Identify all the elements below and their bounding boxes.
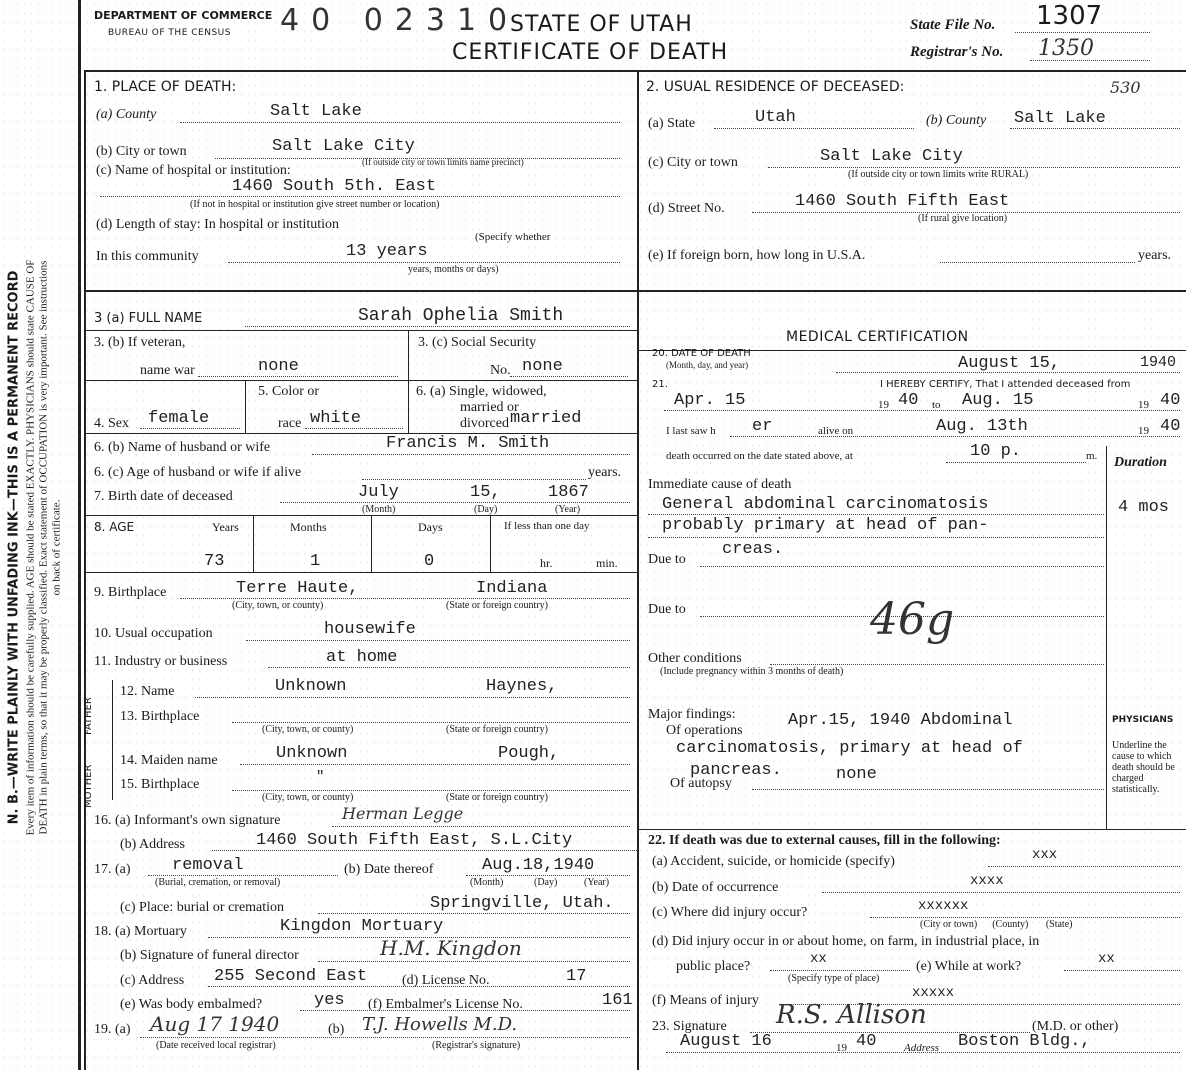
- spouse-age-label: 6. (c) Age of husband or wife if alive: [94, 465, 302, 480]
- signature-date: August 16: [680, 1032, 772, 1051]
- embalmed-value: yes: [314, 991, 345, 1010]
- pod-hospital-note2: (If not in hospital or institution give street number or location): [190, 199, 440, 210]
- place-of-death-heading: 1. PLACE OF DEATH:: [94, 79, 237, 95]
- margin-line-4: on back of certificate.: [50, 499, 63, 596]
- signature-address: Boston Bldg.,: [958, 1032, 1091, 1051]
- mother-bp-label: 15. Birthplace: [120, 777, 200, 792]
- father-bp-state-cap: (State or foreign country): [446, 724, 548, 735]
- autopsy-value: none: [836, 765, 877, 784]
- physicians-note: Underline the cause to which death should be charged statistically.: [1112, 740, 1175, 795]
- residence-note: 530: [1110, 78, 1141, 97]
- occurred-value: 10 p.: [970, 442, 1022, 461]
- last-saw-value: Aug. 13th: [936, 417, 1028, 436]
- dod-value: August 15,: [958, 354, 1061, 373]
- certify-num: 21.: [652, 379, 668, 390]
- line-under-name: [84, 330, 637, 331]
- public-cap: (Specify type of place): [788, 973, 880, 984]
- where-value: xxxxxx: [918, 898, 969, 914]
- pod-county-label: (a) County: [96, 107, 157, 122]
- physicians-heading: PHYSICIANS: [1112, 715, 1174, 725]
- attend-to: Aug. 15: [962, 391, 1034, 410]
- state-title: STATE OF UTAH: [510, 12, 693, 37]
- embalmed-line: [300, 1010, 630, 1011]
- fullname-label: 3 (a) FULL NAME: [94, 311, 203, 326]
- disposal-place-label: (c) Place: burial or cremation: [120, 900, 285, 915]
- cause-line-rule-1: [648, 514, 1104, 515]
- age-years-label: Years: [212, 520, 239, 534]
- age-days-value: 0: [424, 552, 435, 571]
- where-label: (c) Where did injury occur?: [652, 905, 808, 920]
- res-city-line: [768, 167, 1180, 168]
- ss-no-label: No.: [490, 363, 511, 378]
- race-label: race: [278, 416, 302, 431]
- pod-community-value: 13 years: [346, 242, 428, 261]
- pod-hospital-note: (If outside city or town limits name precinct): [362, 157, 524, 167]
- industry-label: 11. Industry or business: [94, 654, 228, 669]
- war-label: name war: [140, 363, 195, 378]
- pod-stay-label: (d) Length of stay: In hospital or institution: [96, 217, 340, 232]
- margin-line-1: N. B.—WRITE PLAINLY WITH UNFADING INK—THIS IS A PERMANENT RECORD: [6, 270, 22, 825]
- embalmed-label: (e) Was body embalmed?: [120, 997, 263, 1012]
- outer-left-border: [78, 0, 81, 1070]
- physician-signature: R.S. Allison: [776, 1000, 927, 1030]
- birth-month-cap: (Month): [362, 504, 396, 515]
- res-county-value: Salt Lake: [1014, 109, 1106, 128]
- mother-name-line: [240, 764, 630, 765]
- duration-column: [1106, 446, 1107, 829]
- disposal-place-line: [318, 913, 630, 914]
- findings-line-1: Apr.15, 1940 Abdominal: [788, 711, 1013, 730]
- birthplace-state-cap: (State or foreign country): [446, 600, 548, 611]
- autopsy-label: Of autopsy: [670, 776, 732, 791]
- race-line: [305, 428, 403, 429]
- duration-label: Duration: [1114, 455, 1167, 470]
- disposal-line: [148, 875, 338, 876]
- disposal-cap: (Burial, cremation, or removal): [155, 877, 281, 888]
- pod-hospital-label: (c) Name of hospital or institution:: [96, 163, 291, 178]
- work-line: [1064, 970, 1180, 971]
- attend-to-yr-prefix: 19: [1138, 399, 1149, 411]
- disposal-place: Springville, Utah.: [430, 894, 614, 913]
- occurred-line: [946, 462, 1086, 463]
- pod-community-note: years, months or days): [408, 264, 499, 275]
- margin-line-3: DEATH in plain terms, so that it may be properly classified. Exact statement of OCCUPATION is very important. See instructions: [37, 260, 50, 835]
- res-county-line: [1010, 128, 1180, 129]
- spouse-age-suffix: years.: [588, 465, 622, 480]
- home-label: (d) Did injury occur in or about home, on farm, in industrial place, in: [652, 934, 1040, 949]
- pod-hospital-line: [100, 196, 620, 197]
- age-days-label: Days: [418, 520, 443, 534]
- disposal-date: Aug.18,1940: [482, 856, 595, 875]
- res-state-line: [714, 128, 914, 129]
- sex-line: [140, 428, 240, 429]
- industry-value: at home: [326, 648, 398, 667]
- filed-cap: (Date received local registrar): [156, 1040, 276, 1051]
- spouse-line: [312, 454, 630, 455]
- header-rule: [84, 70, 1186, 72]
- res-foreign-label: (e) If foreign born, how long in U.S.A.: [648, 248, 866, 263]
- signature-year: 40: [856, 1032, 877, 1051]
- cause-line-rule-2: [648, 537, 1104, 538]
- ss-line: [510, 376, 628, 377]
- cause-line-1: General abdominal carcinomatosis: [662, 495, 989, 514]
- dod-year: 1940: [1140, 354, 1177, 371]
- work-label: (e) While at work?: [916, 959, 1022, 974]
- father-bp-line: [232, 722, 630, 723]
- father-last: Haynes,: [486, 677, 558, 696]
- filed-date: Aug 17 1940: [150, 1012, 280, 1036]
- pod-community-line: [228, 262, 620, 263]
- cause-line-3: creas.: [722, 540, 784, 559]
- veteran-label: 3. (b) If veteran,: [94, 335, 186, 350]
- other-conditions-note: (Include pregnancy within 3 months of death): [660, 666, 844, 677]
- public-line: [770, 970, 910, 971]
- mother-bp-line: [232, 790, 630, 791]
- alive-on-label: alive on: [818, 425, 854, 437]
- occurrence-line: [822, 892, 1180, 893]
- duration-value: 4 mos: [1118, 498, 1170, 517]
- findings-line-3: pancreas.: [690, 761, 782, 780]
- attend-line: [664, 410, 1180, 411]
- medical-heading: MEDICAL CERTIFICATION: [786, 329, 969, 345]
- column-divider: [637, 70, 639, 1070]
- age-label: 8. AGE: [94, 520, 135, 534]
- md-label: (M.D. or other): [1032, 1019, 1119, 1034]
- sex-value: female: [148, 409, 210, 428]
- autopsy-line: [752, 789, 1104, 790]
- dod-line: [836, 372, 1180, 373]
- last-saw-year: 40: [1160, 417, 1181, 436]
- pod-city-label: (b) City or town: [96, 144, 187, 159]
- accident-value: xxx: [1032, 847, 1058, 863]
- filed-line: [140, 1037, 630, 1038]
- res-street-label: (d) Street No.: [648, 201, 725, 216]
- external-top: [637, 829, 1186, 830]
- attend-from-yr-prefix: 19: [878, 399, 889, 411]
- birth-day-cap: (Day): [474, 504, 498, 515]
- line-under-veteran: [84, 380, 637, 381]
- mortuary-value: Kingdon Mortuary: [280, 917, 444, 936]
- signature-yr-prefix: 19: [836, 1042, 847, 1054]
- age-divider-2: [371, 515, 372, 572]
- spouse-value: Francis M. Smith: [386, 434, 550, 453]
- classification-code: 46g: [870, 594, 955, 645]
- birthplace-state: Indiana: [476, 579, 548, 598]
- line-under-sex: [84, 433, 637, 434]
- registrar-label: Registrar's No.: [910, 44, 1004, 60]
- age-hr-label: hr.: [540, 556, 553, 570]
- occupation-line: [246, 640, 630, 641]
- filed-label: 19. (a): [94, 1022, 131, 1037]
- work-value: xx: [1098, 951, 1115, 967]
- res-city-label: (c) City or town: [648, 155, 738, 170]
- birthplace-city-cap: (City, town, or county): [232, 600, 324, 611]
- informant-address: 1460 South Fifth East, S.L.City: [256, 831, 573, 850]
- mother-bp-city-cap: (City, town, or county): [262, 792, 354, 803]
- spouse-label: 6. (b) Name of husband or wife: [94, 440, 271, 455]
- father-name-line: [195, 697, 630, 698]
- signature-date-line: [666, 1052, 1180, 1053]
- mother-last: Pough,: [498, 744, 560, 763]
- pod-hospital-value: 1460 South 5th. East: [232, 177, 437, 196]
- birth-label: 7. Birth date of deceased: [94, 489, 233, 504]
- birthplace-city: Terre Haute,: [236, 579, 359, 598]
- fullname-value: Sarah Ophelia Smith: [358, 306, 564, 326]
- accident-line: [988, 866, 1180, 867]
- res-street-value: 1460 South Fifth East: [795, 192, 1010, 211]
- marital-label: 6. (a) Single, widowed,: [416, 384, 547, 399]
- state-file-value: 1307: [1036, 1, 1103, 31]
- license-label: (d) License No.: [402, 973, 490, 988]
- sex-box-divider-2: [408, 330, 409, 433]
- inner-left-border: [84, 70, 86, 1070]
- informant-label: 16. (a) Informant's own signature: [94, 813, 281, 828]
- pod-specify: (Specify whether: [475, 231, 551, 243]
- attend-from: Apr. 15: [674, 391, 746, 410]
- where-line: [870, 917, 1180, 918]
- father-first: Unknown: [275, 677, 347, 696]
- attend-from-year: 40: [898, 391, 919, 410]
- license-value: 17: [566, 967, 587, 986]
- informant-address-line: [212, 850, 637, 851]
- age-bottom-line: [84, 572, 637, 573]
- mort-address-label: (c) Address: [120, 973, 185, 988]
- section-divider-left: [84, 290, 637, 292]
- mother-first: Unknown: [276, 744, 348, 763]
- other-conditions-label: Other conditions: [648, 651, 742, 666]
- certify-text: I HEREBY CERTIFY, That I attended deceased from: [880, 379, 1131, 390]
- pod-community-label: In this community: [96, 249, 199, 264]
- race-value: white: [310, 409, 362, 428]
- res-state-label: (a) State: [648, 116, 696, 131]
- margin-instructions: [8, 43, 63, 1053]
- mother-name-label: 14. Maiden name: [120, 753, 218, 768]
- due-to-1-line: [700, 566, 1104, 567]
- father-tag: FATHER: [83, 697, 94, 735]
- mother-bp-value: ": [316, 769, 325, 785]
- disposal-date-cap-day: (Day): [534, 877, 558, 888]
- age-divider-1: [253, 515, 254, 572]
- attend-to-year: 40: [1160, 391, 1181, 410]
- age-months-value: 1: [310, 552, 321, 571]
- res-foreign-line: [940, 262, 1135, 263]
- parent-bracket: [112, 680, 113, 800]
- last-saw-line: [730, 436, 1180, 437]
- father-bp-label: 13. Birthplace: [120, 709, 200, 724]
- occurrence-label: (b) Date of occurrence: [652, 880, 779, 895]
- department-label: DEPARTMENT OF COMMERCE: [94, 9, 273, 22]
- age-lessday-label: If less than one day: [504, 520, 590, 532]
- signature-label: 23. Signature: [652, 1019, 727, 1034]
- last-saw-yr-prefix: 19: [1138, 425, 1149, 437]
- color-label: 5. Color or: [258, 384, 320, 399]
- accident-label: (a) Accident, suicide, or homicide (specify): [652, 854, 895, 869]
- fullname-line: [245, 326, 630, 327]
- mortuary-label: 18. (a) Mortuary: [94, 924, 187, 939]
- father-bp-city-cap: (City, town, or county): [262, 724, 354, 735]
- war-line: [198, 376, 398, 377]
- pod-city-value: Salt Lake City: [272, 137, 415, 156]
- filed-b-label: (b): [328, 1022, 345, 1037]
- immediate-label: Immediate cause of death: [648, 477, 792, 492]
- birth-month: July: [358, 483, 399, 502]
- age-divider-3: [490, 515, 491, 572]
- informant-address-label: (b) Address: [120, 837, 185, 852]
- birth-day: 15,: [470, 483, 501, 502]
- operations-label: Of operations: [666, 723, 743, 738]
- state-file-label: State File No.: [910, 17, 996, 33]
- due-to-1-label: Due to: [648, 552, 686, 567]
- occurrence-value: xxxx: [970, 873, 1004, 889]
- res-street-note: (If rural give location): [918, 213, 1008, 224]
- mort-address: 255 Second East: [214, 967, 368, 986]
- birth-year-cap: (Year): [555, 504, 581, 515]
- pod-county-line: [180, 122, 620, 123]
- mort-address-line: [208, 986, 630, 987]
- external-label: 22. If death was due to external causes, fill in the following:: [648, 833, 1001, 848]
- stamp-number: 40 02310: [280, 3, 520, 38]
- cause-line-2: probably primary at head of pan-: [662, 516, 989, 535]
- industry-line: [268, 667, 630, 668]
- public-value: xx: [810, 951, 827, 967]
- registrar-signature: T.J. Howells M.D.: [362, 1014, 518, 1035]
- dod-label: 20. DATE OF DEATH: [652, 348, 751, 359]
- age-years-value: 73: [204, 552, 225, 571]
- occurred-label: death occurred on the date stated above, at: [666, 450, 853, 462]
- ss-label: 3. (c) Social Security: [418, 335, 537, 350]
- director-label: (b) Signature of funeral director: [120, 948, 299, 963]
- registrar-line: [1030, 60, 1150, 61]
- director-line: [318, 961, 630, 962]
- findings-line-2: carcinomatosis, primary at head of: [676, 739, 1023, 758]
- attend-to-label: to: [932, 399, 941, 411]
- dod-cap: (Month, day, and year): [666, 360, 749, 370]
- signature-address-label: Address: [904, 1042, 940, 1054]
- residence-heading: 2. USUAL RESIDENCE OF DECEASED:: [646, 79, 905, 95]
- registrar-value: 1350: [1038, 36, 1094, 61]
- occupation-value: housewife: [324, 620, 416, 639]
- registrar-cap: (Registrar's signature): [432, 1040, 521, 1051]
- mother-bp-state-cap: (State or foreign country): [446, 792, 548, 803]
- res-state-value: Utah: [755, 108, 796, 127]
- last-saw-label: I last saw h: [666, 425, 716, 437]
- age-min-label: min.: [596, 556, 618, 570]
- disposal-label: 17. (a): [94, 862, 131, 877]
- where-cap: (City or town) (County) (State): [920, 919, 1073, 930]
- last-saw-h: er: [752, 417, 773, 436]
- age-top-line: [84, 515, 637, 516]
- birthplace-label: 9. Birthplace: [94, 585, 167, 600]
- res-city-note: (If outside city or town limits write RURAL): [848, 169, 1029, 180]
- means-label: (f) Means of injury: [652, 993, 759, 1008]
- section-divider-right: [637, 290, 1186, 292]
- father-name-label: 12. Name: [120, 684, 175, 699]
- means-value: xxxxx: [912, 985, 955, 1001]
- state-file-line: [1015, 32, 1150, 33]
- mother-tag: MOTHER: [83, 764, 94, 808]
- embalmer-label: (f) Embalmer's License No.: [368, 997, 523, 1012]
- pod-county-value: Salt Lake: [270, 102, 362, 121]
- disposal-date-cap-month: (Month): [470, 877, 504, 888]
- findings-label: Major findings:: [648, 707, 736, 722]
- marital-value: married: [510, 409, 582, 428]
- occurred-m-label: m.: [1086, 450, 1098, 462]
- disposal-date-cap-year: (Year): [584, 877, 610, 888]
- disposal-date-line: [466, 875, 630, 876]
- occupation-label: 10. Usual occupation: [94, 626, 213, 641]
- ss-value: none: [522, 357, 563, 376]
- res-city-value: Salt Lake City: [820, 147, 963, 166]
- other-conditions-line: [770, 664, 1104, 665]
- bureau-label: BUREAU OF THE CENSUS: [108, 28, 231, 38]
- marital-label-3: divorced: [460, 416, 509, 431]
- embalmer-value: 161: [602, 991, 633, 1010]
- disposal-value: removal: [172, 856, 244, 875]
- marital-label-2: married or: [460, 400, 519, 415]
- certificate-title: CERTIFICATE OF DEATH: [452, 40, 729, 65]
- res-county-label: (b) County: [926, 113, 987, 128]
- informant-signature: Herman Legge: [342, 804, 464, 823]
- director-signature: H.M. Kingdon: [380, 936, 522, 960]
- birthplace-line: [180, 598, 630, 599]
- birth-line: [280, 502, 630, 503]
- sex-label: 4. Sex: [94, 416, 129, 431]
- spouse-age-line: [362, 479, 586, 480]
- birth-year: 1867: [548, 483, 589, 502]
- res-foreign-suffix: years.: [1138, 248, 1172, 263]
- war-value: none: [258, 357, 299, 376]
- margin-line-2: Every item of information should be carefully supplied. AGE should be stated EXACTLY. PHYSICIANS should state CAUSE OF: [24, 259, 37, 836]
- age-months-label: Months: [290, 520, 327, 534]
- public-label: public place?: [676, 959, 751, 974]
- disposal-date-label: (b) Date thereof: [344, 862, 434, 877]
- due-to-2-label: Due to: [648, 602, 686, 617]
- informant-line: [332, 826, 630, 827]
- sex-box-divider-1: [245, 380, 246, 433]
